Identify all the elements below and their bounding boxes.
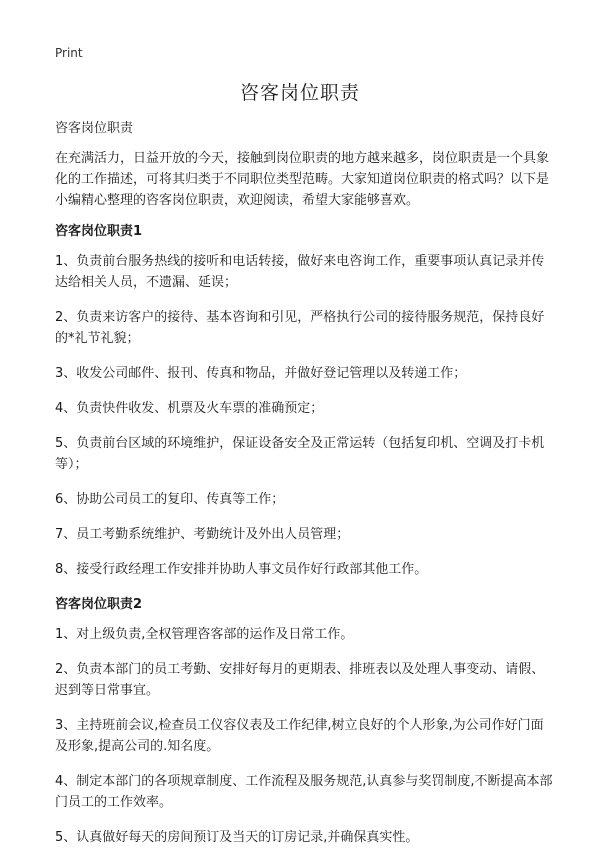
list-item: 8、接受行政经理工作安排并协助人事文员作好行政部其他工作。	[55, 562, 428, 577]
list-item: 3、主持班前会议,检查员工仪容仪表及工作纪律,树立良好的个人形象,为公司作好门面及形象,提高公司的.知名度。	[55, 718, 544, 754]
print-label: Print	[55, 46, 83, 60]
list-item: 5、负责前台区域的环境维护，保证设备安全及正常运转（包括复印机、空调及打卡机等）；	[55, 436, 545, 472]
list-item: 2、负责来访客户的接待、基本咨询和引见，严格执行公司的接待服务规范，保持良好的*礼节礼貌；	[55, 310, 545, 346]
section-heading: 咨客岗位职责1	[55, 224, 143, 239]
document-subtitle: 咨客岗位职责	[55, 121, 134, 136]
list-item: 4、制定本部门的各项规章制度、工作流程及服务规范,认真参与奖罚制度,不断提高本部门员工的工作效率。	[55, 774, 553, 810]
list-item: 2、负责本部门的员工考勤、安排好每月的更期表、排班表以及处理人事变动、请假、迟到等日常事宜。	[55, 662, 545, 698]
list-item: 6、协助公司员工的复印、传真等工作；	[55, 492, 285, 507]
list-item: 3、收发公司邮件、报刊、传真和物品，并做好登记管理以及转递工作；	[55, 366, 467, 381]
document-body	[55, 118, 555, 862]
list-item: 1、对上级负责,全权管理咨客部的运作及日常工作。	[55, 627, 354, 642]
section-heading: 咨客岗位职责2	[55, 597, 143, 612]
list-item: 1、负责前台服务热线的接听和电话转接，做好来电咨询工作，重要事项认真记录并传达给相关人员，不遗漏、延误；	[55, 254, 545, 290]
list-item: 7、员工考勤系统维护、考勤统计及外出人员管理；	[55, 527, 350, 542]
list-item: 4、负责快件收发、机票及火车票的准确预定；	[55, 401, 324, 416]
list-item: 5、认真做好每天的房间预订及当天的订房记录,并确保真实性。	[55, 830, 419, 845]
intro-paragraph: 在充满活力，日益开放的今天，接触到岗位职责的地方越来越多，岗位职责是一个具象化的工作描述，可将其归类于不同职位类型范畴。大家知道岗位职责的格式吗？以下是小编精心整理的咨客岗位职责，欢迎阅读，希望大家能够喜欢。	[55, 151, 550, 208]
section-duties-2	[55, 594, 555, 848]
section-duties-1	[55, 221, 555, 580]
page-title: 咨客岗位职责	[239, 82, 360, 104]
